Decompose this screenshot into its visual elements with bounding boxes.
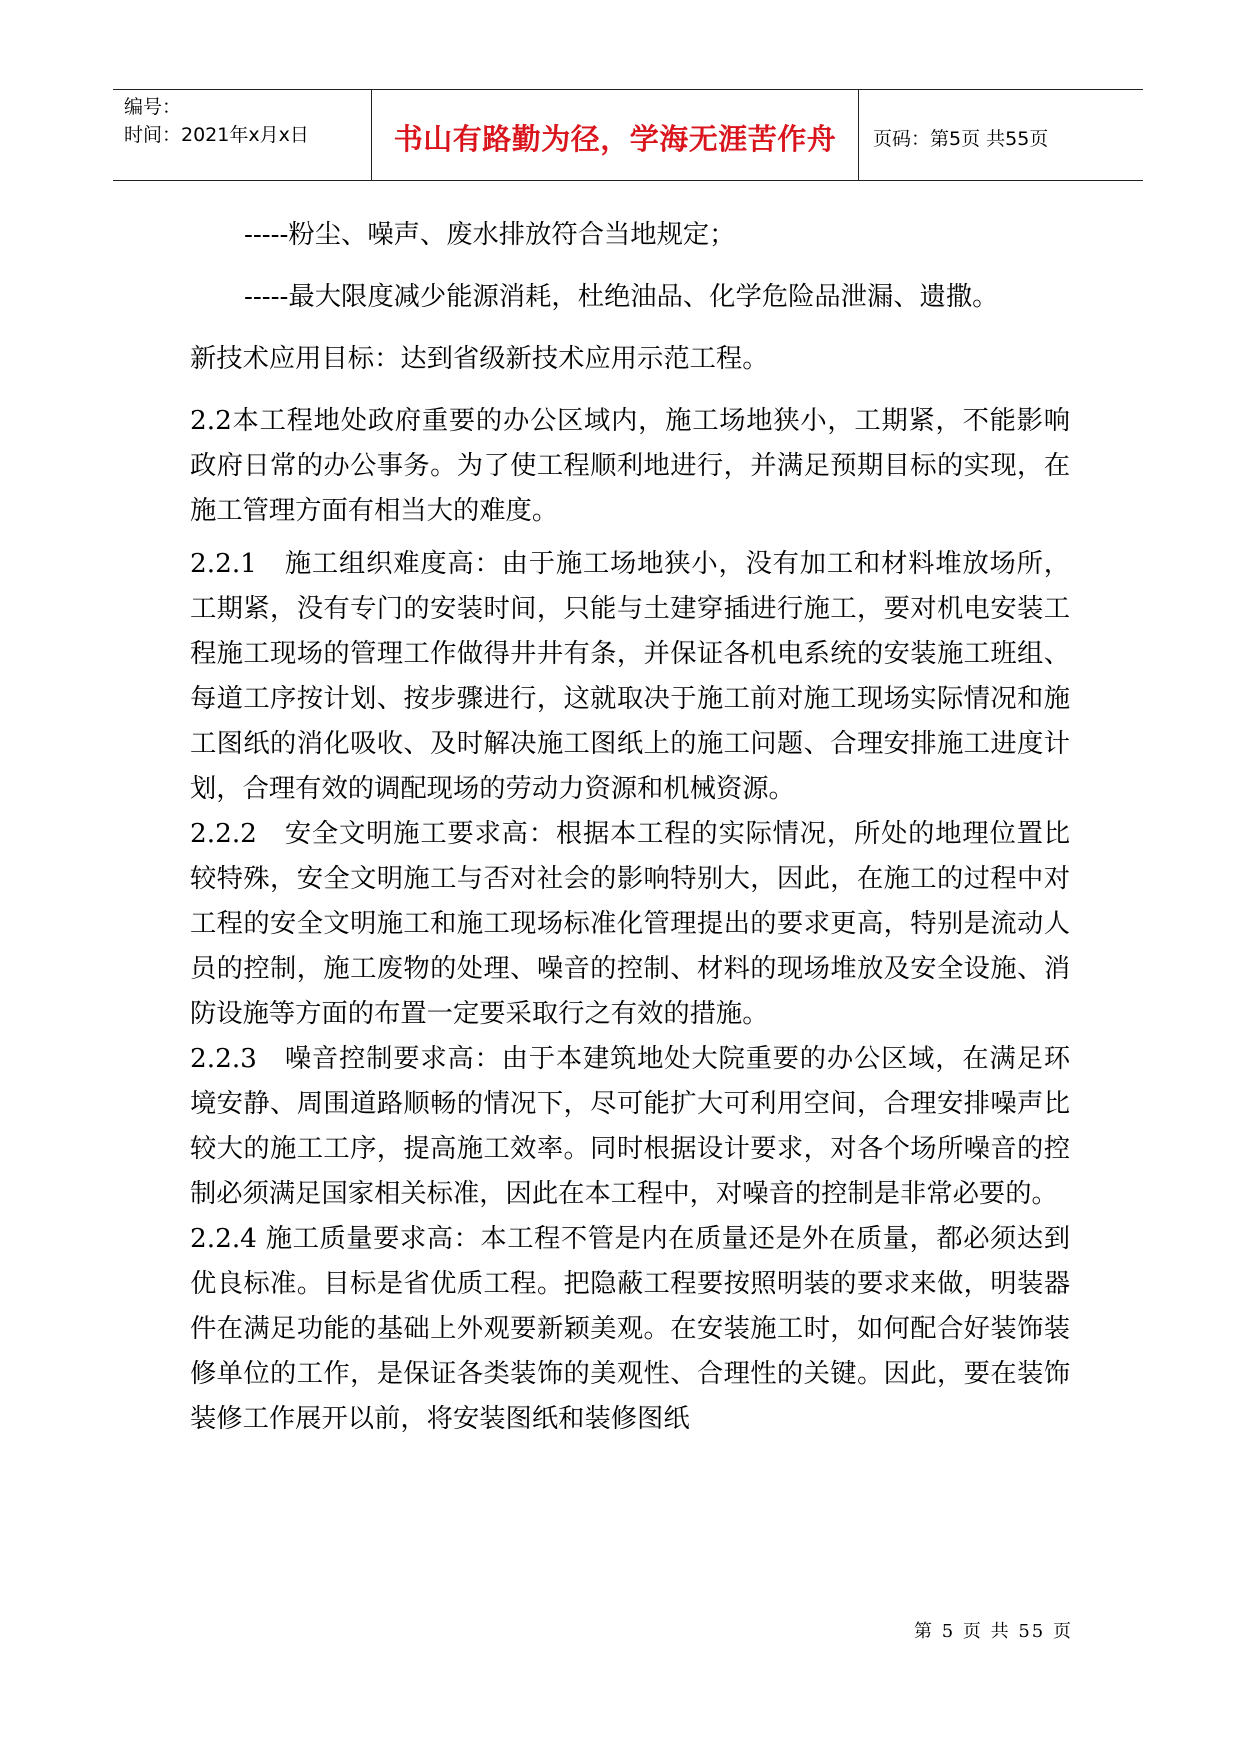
section-2-2-4: 2.2.4 施工质量要求高：本工程不管是内在质量还是外在质量，都必须达到优良标准。目标是省优质工程。把隐蔽工程要按照明装的要求来做，明装器件在满足功能的基础上外观要新颖美观。在安装施工时，如何配合好装饰装修单位的工作，是保证各类装饰的美观性、合理性的关键。因此，要在装饰装修工作展开以前，将安装图纸和装修图纸	[190, 1224, 1070, 1434]
requirement-dust-noise: -----粉尘、噪声、废水排放符合当地规定；	[244, 220, 736, 250]
document-body	[190, 213, 1070, 1442]
section-2-2-2: 2.2.2 安全文明施工要求高：根据本工程的实际情况，所处的地理位置比较特殊，安全文明施工与否对社会的影响特别大，因此，在施工的过程中对工程的安全文明施工和施工现场标准化管理提出的要求更高，特别是流动人员的控制，施工废物的处理、噪音的控制、材料的现场堆放及安全设施、消防设施等方面的布置一定要采取行之有效的措施。	[190, 819, 1070, 1029]
document-date-label: 时间：2021年x月x日	[124, 124, 309, 146]
header-page-info: 页码：第5页 共55页	[873, 127, 1049, 150]
header-motto: 书山有路勤为径，学海无涯苦作舟	[372, 90, 859, 180]
header-meta	[113, 90, 372, 180]
section-2-2-1: 2.2.1 施工组织难度高：由于施工场地狭小，没有加工和材料堆放场所，工期紧，没有专门的安装时间，只能与土建穿插进行施工，要对机电安装工程施工现场的管理工作做得井井有条，并保证各机电系统的安装施工班组、每道工序按计划、按步骤进行，这就取决于施工前对施工现场实际情况和施工图纸的消化吸收、及时解决施工图纸上的施工问题、合理安排施工进度计划，合理有效的调配现场的劳动力资源和机械资源。	[190, 549, 1070, 804]
section-2-2-3: 2.2.3 噪音控制要求高：由于本建筑地处大院重要的办公区域，在满足环境安静、周围道路顺畅的情况下，尽可能扩大可利用空间，合理安排噪声比较大的施工工序，提高施工效率。同时根据设计要求，对各个场所噪音的控制必须满足国家相关标准，因此在本工程中，对噪音的控制是非常必要的。	[190, 1044, 1070, 1209]
section-2-2: 2.2本工程地处政府重要的办公区域内，施工场地狭小，工期紧，不能影响政府日常的办公事务。为了使工程顺利地进行，并满足预期目标的实现，在施工管理方面有相当大的难度。	[190, 406, 1070, 526]
document-number-label: 编号：	[124, 96, 182, 118]
page-header	[113, 89, 1143, 181]
requirement-energy: -----最大限度减少能源消耗，杜绝油品、化学危险品泄漏、遗撒。	[244, 282, 999, 312]
new-technology-goal: 新技术应用目标：达到省级新技术应用示范工程。	[190, 344, 769, 374]
page-footer: 第 5 页 共 55 页	[914, 1621, 1073, 1642]
